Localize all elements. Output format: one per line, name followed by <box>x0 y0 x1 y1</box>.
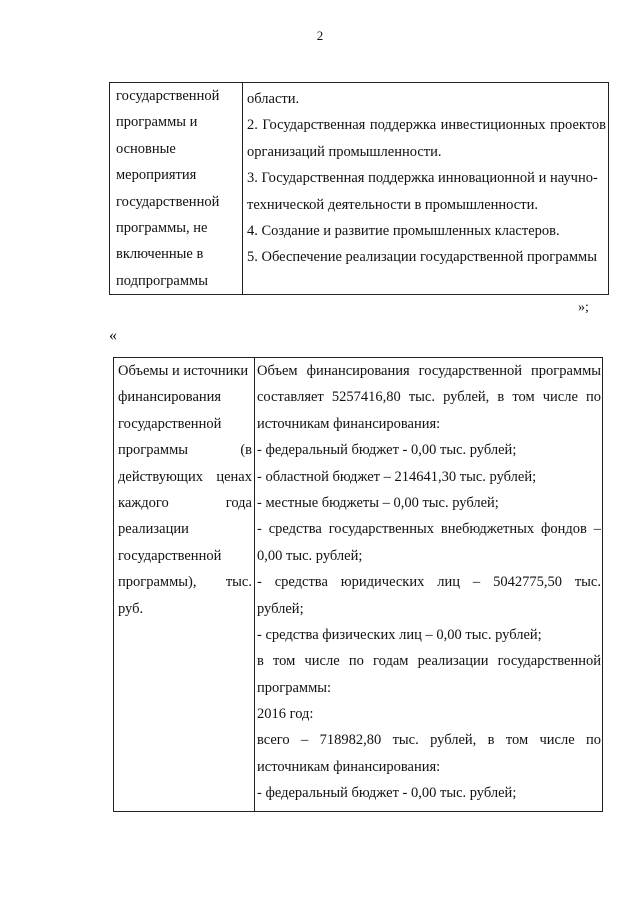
financing-line: составляет 5257416,80 тыс. рублей, в том числе по <box>257 389 601 406</box>
financing-line: - средства физических лиц – 0,00 тыс. рублей; <box>257 626 542 643</box>
label-line: руб. <box>118 600 144 617</box>
label-line: государственной <box>116 88 220 104</box>
label-line: мероприятия <box>116 167 197 184</box>
financing-line: Объем финансирования государственной программы <box>257 363 601 379</box>
program-measures-label-cell <box>110 83 243 295</box>
financing-line: всего – 718982,80 тыс. рублей, в том числе по <box>257 732 601 749</box>
measure-paragraph: 4. Создание и развитие промышленных кластеров. <box>247 222 560 239</box>
measure-paragraph: 3. Государственная поддержка инновационной и научно-технической деятельности в промышленности. <box>247 170 598 213</box>
financing-line: в том числе по годам реализации государственной <box>257 653 601 670</box>
financing-line: - средства юридических лиц – 5042775,50 тыс. <box>257 574 601 591</box>
label-line: реализации <box>118 521 189 538</box>
label-line: программы и <box>116 114 198 131</box>
closing-quote: »; <box>578 300 589 315</box>
label-line: государственной <box>118 547 222 564</box>
label-line: включенные в <box>116 246 204 263</box>
financing-line: источникам финансирования: <box>257 415 441 432</box>
label-line: основные <box>116 140 176 157</box>
measure-paragraph: области. <box>247 91 300 107</box>
table-row <box>114 358 603 812</box>
label-line: каждого года <box>118 494 252 511</box>
label-line: программы (в <box>118 442 252 459</box>
label-line: финансирования <box>118 389 222 406</box>
financing-line: 2016 год: <box>257 706 314 723</box>
financing-line: 0,00 тыс. рублей; <box>257 547 363 564</box>
label-line: государственной <box>118 415 222 432</box>
measure-paragraph: 2. Государственная поддержка инвестиционных проектов организаций промышленности. <box>247 117 606 160</box>
label-line: программы, не <box>116 219 208 236</box>
measure-paragraph: 5. Обеспечение реализации государственной программы <box>247 249 597 266</box>
label-line: действующих ценах <box>118 468 252 485</box>
label-line: подпрограммы <box>116 272 208 289</box>
financing-line: - местные бюджеты – 0,00 тыс. рублей; <box>257 494 499 511</box>
label-line: Объемы и источники <box>118 363 249 379</box>
financing-line: программы: <box>257 679 332 696</box>
financing-line: - средства государственных внебюджетных фондов – <box>257 521 601 538</box>
program-measures-content-cell <box>243 83 609 295</box>
financing-line: рублей; <box>257 600 304 617</box>
page-number: 2 <box>316 28 324 43</box>
financing-line: - федеральный бюджет - 0,00 тыс. рублей; <box>257 785 517 802</box>
financing-table <box>113 357 603 812</box>
opening-quote: « <box>109 327 117 344</box>
financing-line: - федеральный бюджет - 0,00 тыс. рублей; <box>257 442 517 459</box>
financing-label-cell <box>114 358 255 812</box>
financing-line: - областной бюджет – 214641,30 тыс. рублей; <box>257 468 537 485</box>
label-line: государственной <box>116 193 220 210</box>
financing-line: источникам финансирования: <box>257 758 441 775</box>
financing-content-cell <box>255 358 603 812</box>
table-row <box>110 83 609 295</box>
label-line: программы), тыс. <box>118 574 252 591</box>
program-measures-table <box>109 82 609 295</box>
